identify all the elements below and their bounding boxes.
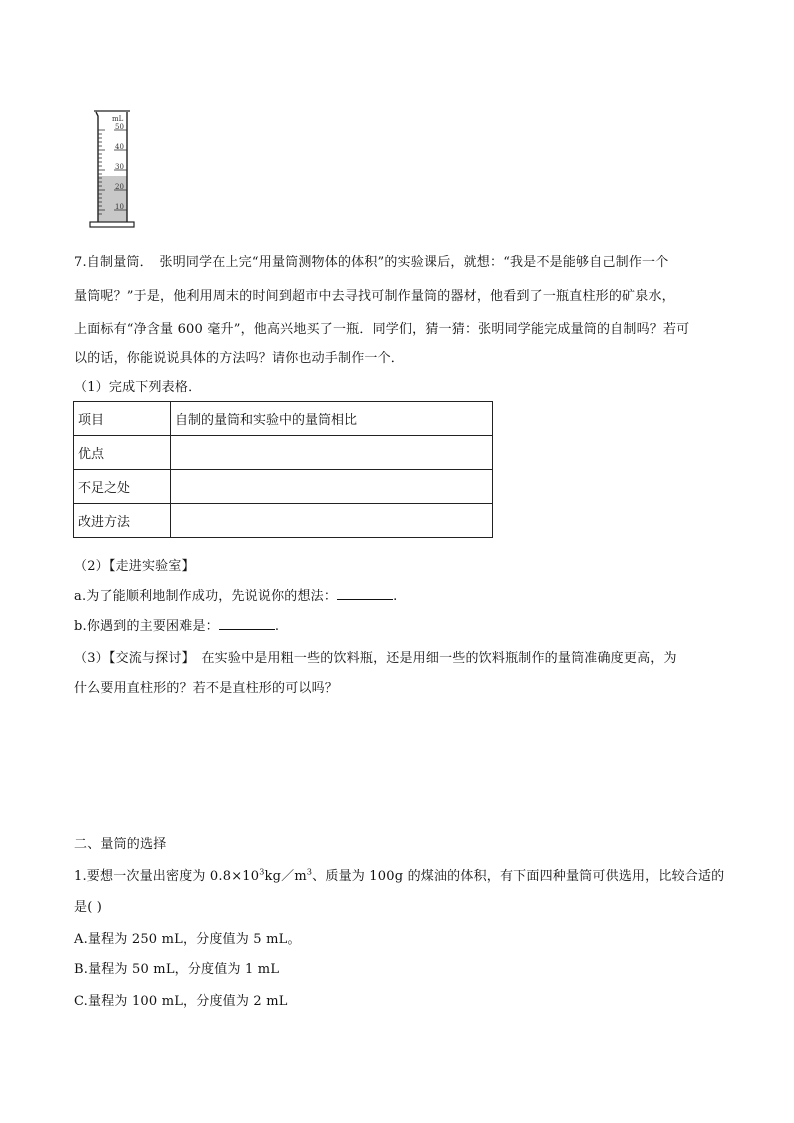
table-header-row <box>74 402 493 436</box>
table-header-cell: 自制的量筒和实验中的量筒相比 <box>171 402 493 436</box>
tick-label: 40 <box>115 143 124 151</box>
tick-label: 50 <box>115 123 124 131</box>
period: . <box>393 589 398 604</box>
table-row-label: 优点 <box>74 436 171 470</box>
table-row-label: 不足之处 <box>74 470 171 504</box>
q7-sub1: （1）完成下列表格． <box>74 380 202 395</box>
q1-text-a: 1.要想一次量出密度为 0.8×10 <box>74 869 260 884</box>
q7-sub2b-text: b.你遇到的主要困难是： <box>74 619 219 634</box>
q7-sub2b <box>74 615 279 634</box>
comparison-table <box>73 401 493 538</box>
q1-text-b: kg／m <box>264 869 307 884</box>
q1-text-c: 、质量为 100g 的煤油的体积，有下面四种量筒可供选用，比较合适的 <box>312 869 725 884</box>
q1-superscript: 3 <box>306 867 313 877</box>
table-answer-cell[interactable] <box>171 504 493 538</box>
option-b[interactable]: B.量程为 50 mL，分度值为 1 mL <box>74 962 280 977</box>
table-answer-cell[interactable] <box>171 436 493 470</box>
tick-label: 30 <box>115 163 124 171</box>
q7-sub2: （2）【走进实验室】 <box>74 559 195 574</box>
q1-superscript: 3 <box>259 867 265 877</box>
option-a[interactable]: A.量程为 250 mL，分度值为 5 mL。 <box>74 932 301 947</box>
q7-line-2: 量筒呢？”于是，他利用周末的时间到超市中去寻找可制作量筒的器材，他看到了一瓶直柱形的矿泉水， <box>74 289 675 304</box>
table-row <box>74 470 493 504</box>
q7-line-1: 7.自制量筒． 张明同学在上完“用量筒测物体的体积”的实验课后，就想：“我是不是能够自己制作一个 <box>74 255 669 270</box>
q7-line-3: 上面标有“净含量 600 毫升”，他高兴地买了一瓶．同学们，猜一猜：张明同学能完成量筒的自制吗？若可 <box>74 322 690 337</box>
table-header-cell: 项目 <box>74 402 171 436</box>
q7-sub3-line-1: （3）【交流与探讨】 在实验中是用粗一些的饮料瓶，还是用细一些的饮料瓶制作的量筒准确度更高，为 <box>74 651 677 666</box>
tick-label: 20 <box>115 183 124 191</box>
q7-sub2a <box>74 585 397 604</box>
q7-sub3-line-2: 什么要用直柱形的？若不是直柱形的可以吗？ <box>74 681 339 696</box>
answer-blank[interactable] <box>219 617 275 630</box>
graduated-cylinder-image <box>84 108 144 230</box>
q1-line-1 <box>74 865 724 884</box>
table-row <box>74 436 493 470</box>
section-heading: 二、量筒的选择 <box>74 837 167 852</box>
q7-line-4: 以的话，你能说说具体的方法吗？请你也动手制作一个． <box>74 351 405 366</box>
answer-blank[interactable] <box>337 587 393 600</box>
q1-line-2: 是( ) <box>74 900 103 915</box>
table-answer-cell[interactable] <box>171 470 493 504</box>
table-row-label: 改进方法 <box>74 504 171 538</box>
cylinder-unit-label: mL <box>112 115 124 123</box>
tick-label: 10 <box>115 203 124 211</box>
q7-sub2a-text: a.为了能顺利地制作成功，先说说你的想法： <box>74 589 338 604</box>
option-c[interactable]: C.量程为 100 mL，分度值为 2 mL <box>74 994 288 1009</box>
period: . <box>274 619 280 634</box>
table-row <box>74 504 493 538</box>
